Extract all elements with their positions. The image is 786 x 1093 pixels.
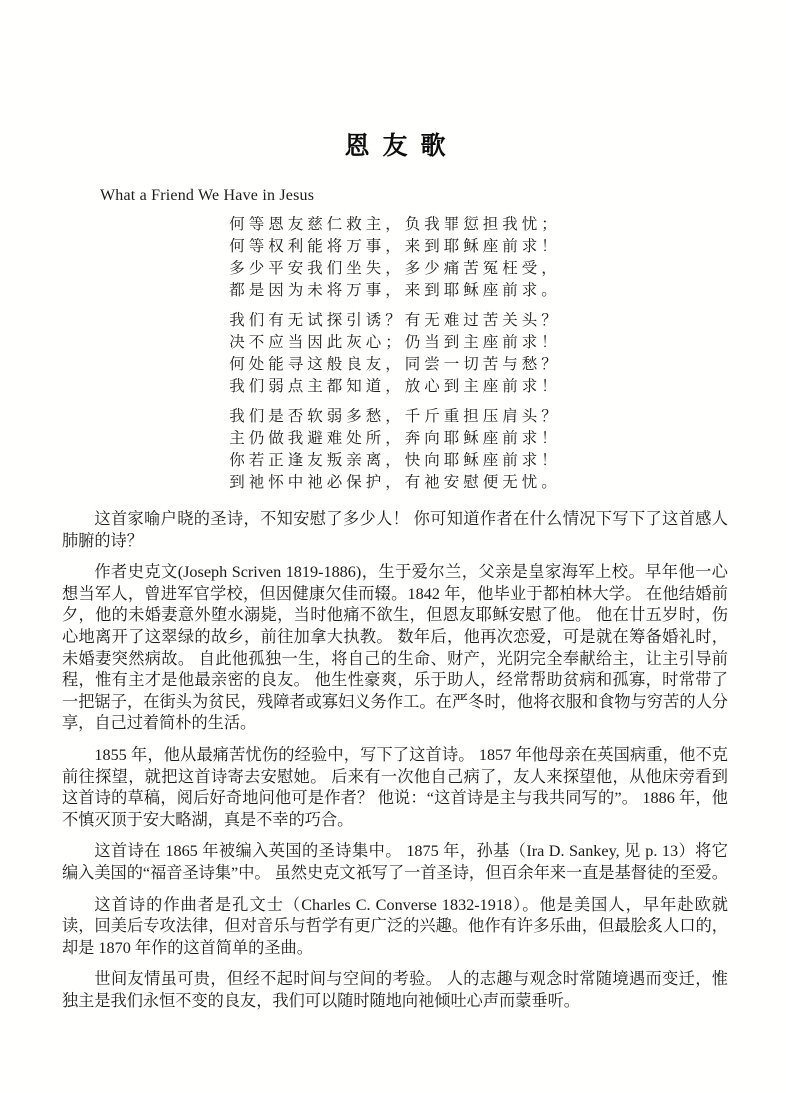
page-title: 恩友歌	[344, 133, 459, 160]
hymn-line: 多少平安我们坐失，多少痛苦冤枉受，	[229, 260, 561, 277]
hymn-line: 你若正逢友叛亲离，快向耶稣座前求！	[229, 452, 561, 469]
hymn-stanza-2	[62, 310, 728, 398]
paragraph-conclusion: 世间友情虽可贵，但经不起时间与空间的考验。 人的志趣与观念时常随境遇而变迁，惟独主是我们永恒不变的良友，我们可以随时随地向祂倾吐心声而蒙垂听。	[62, 970, 728, 1010]
hymn-stanza-3	[62, 406, 728, 494]
hymn-line: 何等权利能将万事，来到耶稣座前求！	[229, 238, 561, 255]
hymn-line: 决不应当因此灰心；仍当到主座前求！	[229, 334, 561, 351]
hymn-line: 主仍做我避难处所，奔向耶稣座前求！	[229, 430, 561, 447]
hymn-line: 到祂怀中祂必保护，有祂安慰便无忧。	[229, 474, 561, 491]
hymn-lyrics	[62, 214, 728, 494]
paragraph-intro: 这首家喻户晓的圣诗，不知安慰了多少人！ 你可知道作者在什么情况下写下了这首感人肺腑的诗？	[62, 510, 728, 550]
hymn-line: 何处能寻这般良友，同尝一切苦与愁？	[229, 356, 561, 373]
article-body	[62, 509, 728, 1012]
hymn-line: 我们是否软弱多愁，千斤重担压肩头？	[229, 408, 561, 425]
hymn-line: 我们弱点主都知道，放心到主座前求！	[229, 378, 561, 395]
hymn-line: 我们有无试探引诱？有无难过苦关头？	[229, 312, 561, 329]
paragraph-author: 作者史克文(Joseph Scriven 1819-1886)，生于爱尔兰，父亲是皇家海军上校。早年他一心想当军人，曾进军官学校，但因健康欠佳而辍。1842 年，他毕业于都柏林大学。 在他结婚前夕，他的未婚妻意外堕水溺毙，当时他痛不欲生，但恩友耶稣安慰了他。 他在廿五岁时，伤心地离开了这翠绿的故乡，前往加拿大执教。 数年后，他再次恋爱，可是就在筹备婚礼时，未婚妻突然病故。 自此他孤独一生，将自己的生命、财产，光阴完全奉献给主，让主引导前程，惟有主才是他最亲密的良友。 他生性豪爽，乐于助人，经常帮助贫病和孤寡，时常带了一把锯子，在街头为贫民，残障者或寡妇义务作工。在严冬时，他将衣服和食物与穷苦的人分享，自己过着简朴的生活。	[62, 563, 728, 733]
hymn-line: 都是因为未将万事，来到耶稣座前求。	[229, 282, 561, 299]
english-subtitle: What a Friend We Have in Jesus	[100, 187, 315, 204]
paragraph-composer: 这首诗的作曲者是孔文士（Charles C. Converse 1832-1918）。他是美国人，早年赴欧就读，回美后专攻法律，但对音乐与哲学有更广泛的兴趣。他作有许多乐曲，但最脍炙人口的，却是 1870 年作的这首简单的圣曲。	[62, 895, 728, 957]
paragraph-hymnal: 这首诗在 1865 年被编入英国的圣诗集中。 1875 年，孙基（Ira D. Sankey, 见 p. 13）将它编入美国的“福音圣诗集”中。 虽然史克文祇写了一首圣诗，但百余年来一直是基督徒的至爱。	[62, 842, 728, 882]
hymn-line: 何等恩友慈仁救主，负我罪愆担我忧；	[229, 216, 561, 233]
hymn-stanza-1	[62, 214, 728, 302]
paragraph-history: 1855 年，他从最痛苦忧伤的经验中，写下了这首诗。 1857 年他母亲在英国病重，他不克前往探望，就把这首诗寄去安慰她。 后来有一次他自己病了，友人来探望他，从他床旁看到这首诗的草稿，阅后好奇地问他可是作者？ 他说：“这首诗是主与我共同写的”。 1886 年，他不慎灭顶于安大略湖，真是不幸的巧合。	[62, 745, 728, 829]
